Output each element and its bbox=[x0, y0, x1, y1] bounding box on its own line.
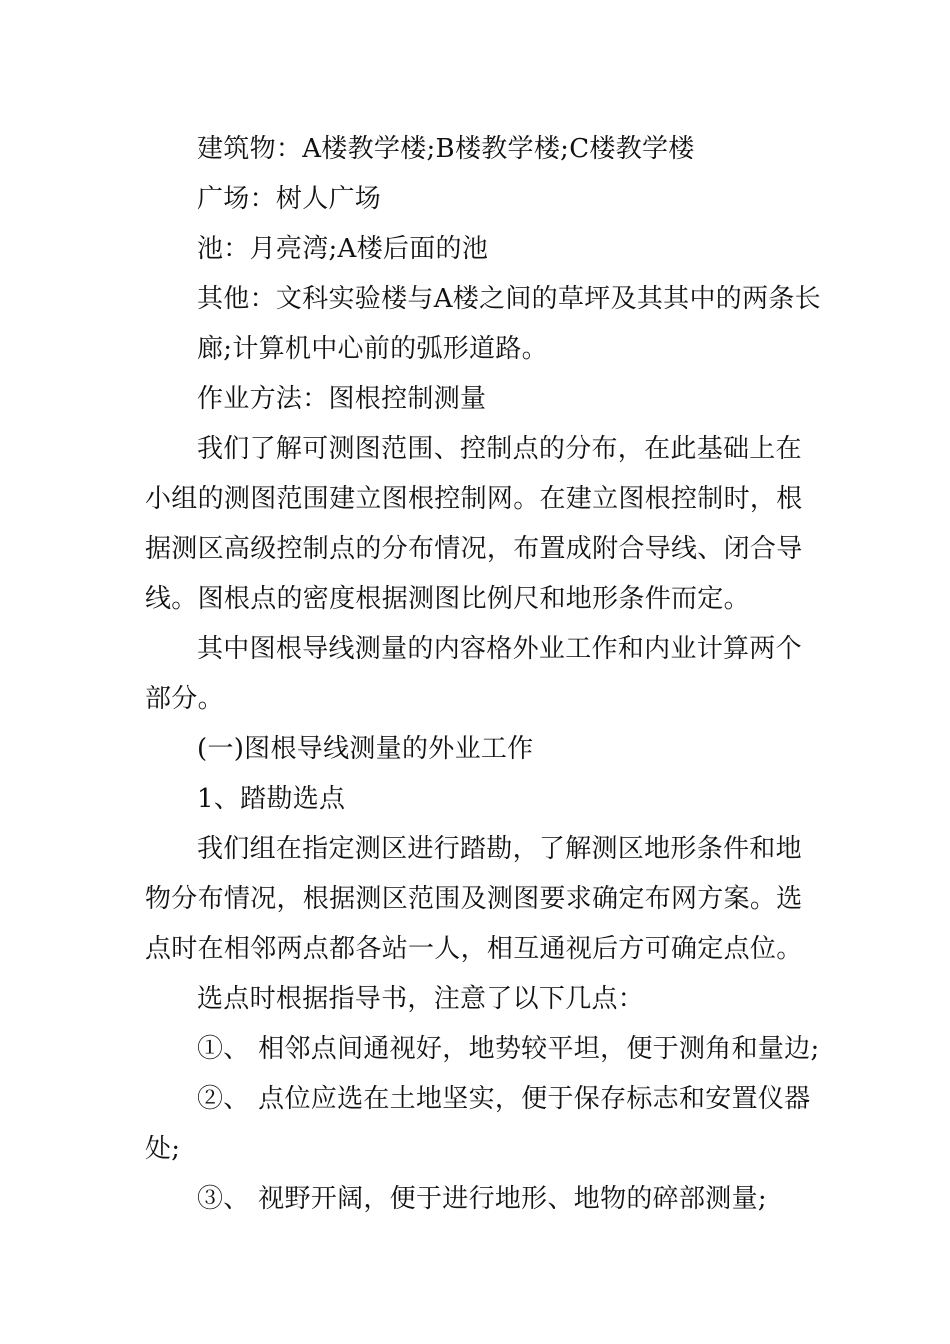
subsection-heading: 1、踏勘选点 bbox=[197, 784, 346, 814]
text-line: 作业方法：图根控制测量 bbox=[197, 384, 487, 414]
text-line: 部分。 bbox=[145, 684, 224, 714]
text-line: 我们组在指定测区进行踏勘，了解测区地形条件和地 bbox=[197, 834, 802, 864]
text-line: 我们了解可测图范围、控制点的分布，在此基础上在 bbox=[197, 434, 802, 464]
text-line: 建筑物：A楼教学楼;B楼教学楼;C楼教学楼 bbox=[197, 134, 695, 164]
text-line: 廊;计算机中心前的弧形道路。 bbox=[197, 334, 548, 364]
text-line: 广场：树人广场 bbox=[197, 184, 382, 214]
text-line: 据测区高级控制点的分布情况，布置成附合导线、闭合导 bbox=[145, 534, 803, 564]
text-line: 小组的测图范围建立图根控制网。在建立图根控制时，根 bbox=[145, 484, 803, 514]
text-line: 其他：文科实验楼与A楼之间的草坪及其其中的两条长 bbox=[197, 284, 821, 314]
text-line: 选点时根据指导书，注意了以下几点： bbox=[197, 984, 645, 1014]
text-line: 池：月亮湾;A楼后面的池 bbox=[197, 234, 489, 264]
section-heading: (一)图根导线测量的外业工作 bbox=[197, 734, 534, 764]
list-item: ①、 相邻点间通视好，地势较平坦，便于测角和量边; bbox=[197, 1034, 820, 1064]
text-line: 其中图根导线测量的内容格外业工作和内业计算两个 bbox=[197, 634, 802, 664]
text-line: 点时在相邻两点都各站一人，相互通视后方可确定点位。 bbox=[145, 934, 803, 964]
list-item: ③、 视野开阔，便于进行地形、地物的碎部测量; bbox=[197, 1184, 767, 1214]
list-item-continuation: 处; bbox=[145, 1134, 181, 1164]
text-line: 物分布情况，根据测区范围及测图要求确定布网方案。选 bbox=[145, 884, 803, 914]
document-body bbox=[145, 124, 821, 1224]
list-item: ②、 点位应选在土地坚实，便于保存标志和安置仪器 bbox=[197, 1084, 811, 1114]
text-line: 线。图根点的密度根据测图比例尺和地形条件而定。 bbox=[145, 584, 750, 614]
